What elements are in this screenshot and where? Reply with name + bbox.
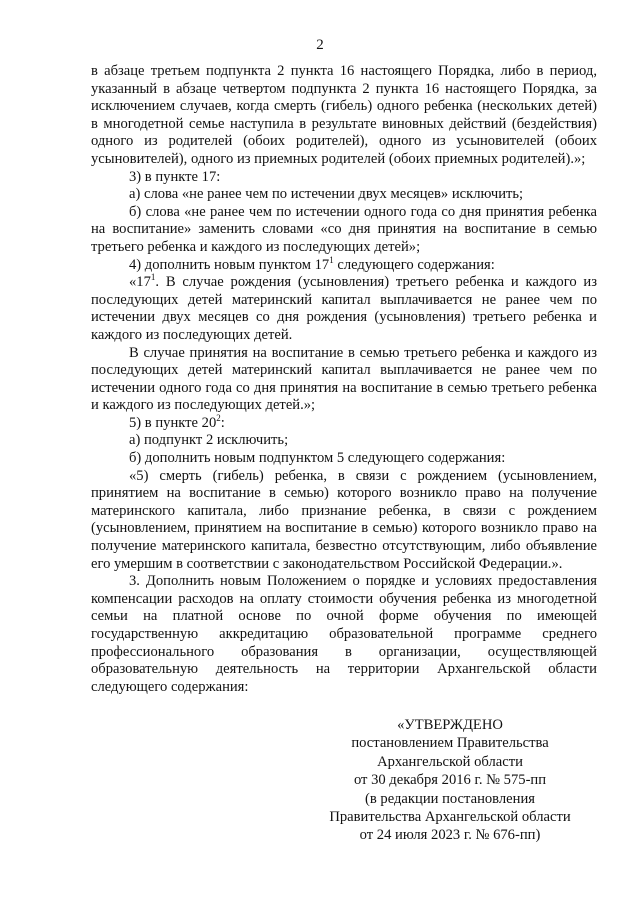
approval-line: (в редакции постановления	[365, 790, 535, 807]
paragraph-item-4-text: 4) дополнить новым пунктом 17	[129, 256, 330, 273]
approval-line: Архангельской области	[377, 753, 523, 770]
paragraph-item-3b: б) слова «не ранее чем по истечении одного года со дня принятия ребенка на воспитание» заменить словами «со дня принятия на воспитание в семью третьего ребенка и каждого из последующих детей»;	[91, 203, 597, 255]
page-number: 2	[316, 37, 324, 53]
paragraph-continuation: в абзаце третьем подпункта 2 пункта 16 настоящего Порядка, либо в период, указанный в абзаце четвертом подпункта 2 пункта 16 настоящего Порядка, за исключением случаев, когда смерть (гибель) одного ребенка (нескольких детей) в многодетной семье наступила в результате виновных действий (бездействия) одного из родителей (обоих родителей), одного из усыновителей (обоих усыновителей), одного из приемных родителей (обоих приемных родителей).»;	[91, 63, 597, 167]
paragraph-item-5	[91, 415, 597, 433]
paragraph-item-5-text: 5) в пункте 20	[129, 414, 217, 431]
approval-line: Правительства Архангельской области	[329, 809, 571, 826]
paragraph-item-5a: а) подпункт 2 исключить;	[129, 432, 289, 449]
approval-stamp-block	[300, 716, 600, 845]
paragraph-item-3a: а) слова «не ранее чем по истечении двух месяцев» исключить;	[129, 186, 524, 203]
superscript: 1	[150, 272, 156, 283]
superscript: 2	[216, 413, 221, 424]
paragraph-subitem-5: «5) смерть (гибель) ребенка, в связи с рождением (усыновлением, принятием на воспитание в семью) которого возникло право на получение материнского капитала, либо признание ребенка, в связи с рождением (усыновлением, принятием на воспитание в семью) которого возникло право на получение материнского капитала, безвестно отсутствующим, либо объявление его умершим в соответствии с законодательством Российской Федерации.».	[91, 467, 597, 572]
paragraph-point-17-1-number: «17	[129, 274, 151, 291]
approval-line: постановлением Правительства	[351, 735, 549, 752]
paragraph-item-5b: б) дополнить новым подпунктом 5 следующего содержания:	[129, 450, 506, 467]
approval-line: от 30 декабря 2016 г. № 575-пп	[353, 772, 547, 789]
paragraph-item-4	[91, 254, 597, 275]
paragraph-item-3: 3) в пункте 17:	[129, 168, 221, 185]
paragraph-item-5-text-end: :	[220, 414, 225, 431]
paragraph-point-17-1-text: . В случае рождения (усыновления) третьего ребенка и каждого из последующих детей материнский капитал выплачивается не ранее чем по истечении двух месяцев со дня рождения (усыновления) третьего ребенка и каждого из последующих детей.	[91, 274, 597, 343]
paragraph-item-4-text-end: следующего содержания:	[333, 256, 495, 273]
superscript: 1	[329, 254, 334, 265]
approval-line: от 24 июля 2023 г. № 676-пп)	[359, 827, 541, 844]
document-body	[91, 63, 597, 696]
approval-line: «УТВЕРЖДЕНО	[397, 717, 503, 733]
paragraph-point-17-1	[91, 274, 597, 344]
paragraph-item-3-regulation: 3. Дополнить новым Положением о порядке и условиях предоставления компенсации расходов на оплату стоимости обучения ребенка из многодетной семьи на платной основе по очной форме обучения по имеющей государственную аккредитацию образовательной программе среднего профессионального образования в организации, осуществляющей образовательную деятельность на территории Архангельской области следующего содержания:	[91, 573, 597, 695]
paragraph-adoption-case: В случае принятия на воспитание в семью третьего ребенка и каждого из последующих детей материнский капитал выплачивается не ранее чем по истечении одного года со дня принятия на воспитание в семью третьего ребенка и каждого из последующих детей.»;	[91, 344, 597, 414]
